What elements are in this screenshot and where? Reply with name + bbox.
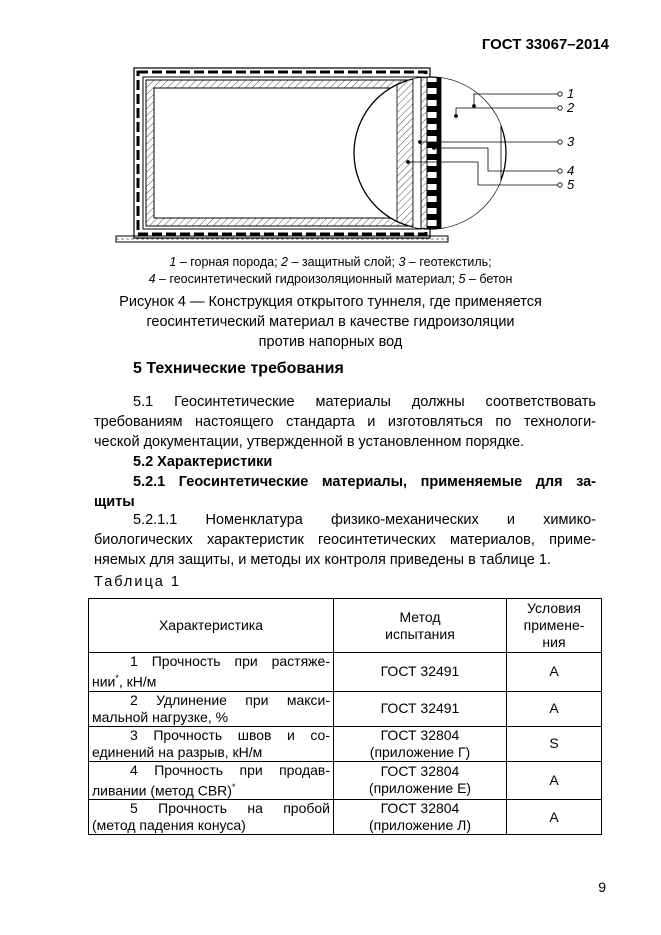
cell-condition: А — [507, 691, 602, 726]
section-5-2-title: 5.2 Характеристики — [133, 454, 273, 470]
cell-condition: А — [507, 800, 602, 835]
paragraph-5-2-1-1: 5.2.1.1 Номенклатура физико-механических и химико- биологических характеристик геосинтетических материалов, приме- няемых для защиты, и методы их контроля приведены в таблице 1. — [94, 512, 596, 568]
figure-legend-line-1: 1 – горная порода; 2 – защитный слой; 3 – геотекстиль; — [169, 255, 492, 269]
figure-legend-line-2: 4 – геосинтетический гидроизоляционный материал; 5 – бетон — [148, 272, 513, 286]
cell-condition: S — [507, 726, 602, 761]
table-row — [89, 726, 602, 761]
table-header-row — [89, 599, 602, 653]
callout-2: 2 — [567, 100, 575, 115]
cell-characteristic: 2 Удлинение при макси- мальной нагрузке, % — [89, 691, 334, 726]
callout-5: 5 — [567, 177, 575, 192]
cell-method: ГОСТ 32491 — [334, 691, 507, 726]
page-number: 9 — [598, 879, 606, 895]
standard-code: ГОСТ 33067–2014 — [481, 36, 609, 53]
section-5-2-1-title: 5.2.1 Геосинтетические материалы, применяемые для за- щиты — [94, 474, 596, 510]
tunnel-figure — [112, 58, 592, 248]
cell-method: ГОСТ 32491 — [334, 653, 507, 692]
ground-line — [116, 236, 448, 242]
cell-condition: А — [507, 761, 602, 800]
characteristics-table — [88, 598, 602, 835]
figure-caption: Рисунок 4 — Конструкция открытого туннеля, где применяется геосинтетический материал в качестве гидроизоляции против напорных вод — [119, 294, 542, 350]
cell-characteristic: 1 Прочность при растяже- нии*, кН/м — [89, 653, 334, 692]
cell-method: ГОСТ 32804 (приложение Г) — [334, 726, 507, 761]
cell-characteristic: 5 Прочность на пробой (метод падения конуса) — [89, 800, 334, 835]
cell-condition: А — [507, 653, 602, 692]
header-conditions: Условия примене- ния — [507, 599, 602, 653]
table-row — [89, 761, 602, 800]
table-row — [89, 800, 602, 835]
cell-method: ГОСТ 32804 (приложение Е) — [334, 761, 507, 800]
table-label: Таблица 1 — [94, 574, 181, 590]
header-method: Метод испытания — [334, 599, 507, 653]
callout-4: 4 — [567, 163, 575, 178]
callout-3: 3 — [567, 134, 575, 149]
table-row — [89, 691, 602, 726]
cell-characteristic: 3 Прочность швов и со- единений на разрыв, кН/м — [89, 726, 334, 761]
header-characteristic: Характеристика — [89, 599, 334, 653]
section-5-title: 5 Технические требования — [133, 360, 344, 377]
cell-method: ГОСТ 32804 (приложение Л) — [334, 800, 507, 835]
paragraph-5-1: 5.1 Геосинтетические материалы должны соответствовать требованиям настоящего стандарта и изготовляться по технологи- ческой документации, утвержденной в установленном порядке. — [94, 394, 596, 450]
cell-characteristic: 4 Прочность при продав- ливании (метод CBR)* — [89, 761, 334, 800]
callout-1: 1 — [567, 86, 575, 101]
table-row — [89, 653, 602, 692]
